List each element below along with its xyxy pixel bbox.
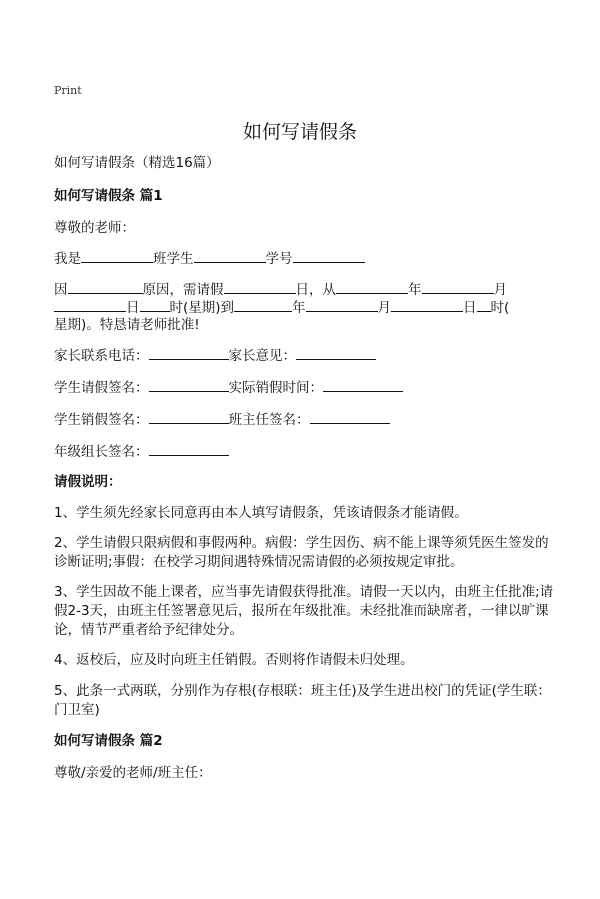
label-me: 我是 — [54, 251, 81, 267]
label-to-hour: 时( — [490, 300, 510, 316]
return-sign-line — [54, 409, 390, 430]
blank-name[interactable] — [81, 248, 153, 263]
label-hour-weekday-to: 时(星期)到 — [169, 300, 235, 316]
blank-from-year[interactable] — [336, 279, 408, 294]
label-day-from: 日，从 — [295, 282, 336, 298]
page-title: 如何写请假条 — [242, 121, 357, 143]
blank-head-teacher-sign[interactable] — [310, 409, 390, 424]
label-reason: 原因，需请假 — [142, 282, 224, 298]
blank-parent-phone[interactable] — [149, 345, 229, 360]
blank-student-sign-leave[interactable] — [149, 377, 229, 392]
student-info-line — [54, 248, 365, 269]
label-class-student: 班学生 — [153, 251, 194, 267]
blank-grade-leader-sign[interactable] — [149, 441, 229, 456]
intro-text: 如何写请假条（精选16篇） — [54, 155, 220, 171]
blank-student-sign-return[interactable] — [149, 409, 229, 424]
section1-heading: 如何写请假条 篇1 — [54, 188, 163, 204]
blank-student-id[interactable] — [293, 248, 365, 263]
note-item-4: 4、返校后，应及时向班主任销假。否则将作请假未归处理。 — [54, 652, 414, 668]
label-year: 年 — [408, 282, 422, 298]
blank-parent-opinion[interactable] — [296, 345, 376, 360]
label-student-sign-return: 学生销假签名： — [54, 412, 149, 428]
label-to-year: 年 — [292, 300, 306, 316]
label-month: 月 — [493, 282, 507, 298]
blank-to-year[interactable] — [234, 297, 292, 312]
label-parent-opinion: 家长意见： — [228, 348, 296, 364]
notes-heading: 请假说明： — [54, 474, 122, 490]
label-student-id: 学号 — [265, 251, 293, 267]
label-day: 日 — [126, 300, 140, 316]
label-head-teacher-sign: 班主任签名： — [228, 412, 310, 428]
section2-greeting: 尊敬/亲爱的老师/班主任： — [54, 765, 212, 781]
leave-sign-line — [54, 377, 403, 398]
grade-leader-line — [54, 441, 229, 462]
label-grade-leader-sign: 年级组长签名： — [54, 444, 149, 460]
note-item-3: 3、学生因故不能上课者，应当事先请假获得批准。请假一天以内，由班主任批准;请假2-3天，由班主任签署意见后，报所在年级批准。未经批准而缺席者，一律以旷课论，情节严重者给予纪律处分。 — [54, 584, 554, 638]
blank-to-day[interactable] — [391, 297, 463, 312]
label-student-sign-leave: 学生请假签名： — [54, 380, 149, 396]
label-to-day: 日 — [463, 300, 477, 316]
label-actual-leave-time: 实际销假时间： — [228, 380, 323, 396]
blank-actual-leave-time[interactable] — [323, 377, 403, 392]
blank-from-hour[interactable] — [140, 297, 170, 312]
section1-greeting: 尊敬的老师： — [54, 220, 135, 236]
section2-heading: 如何写请假条 篇2 — [54, 733, 163, 749]
label-because: 因 — [54, 282, 68, 298]
blank-days[interactable] — [224, 279, 296, 294]
note-item-5: 5、此条一式两联，分别作为存根(存根联：班主任)及学生进出校门的凭证(学生联：门卫室) — [54, 683, 551, 718]
blank-reason[interactable] — [68, 279, 143, 294]
blank-class[interactable] — [194, 248, 266, 263]
note-item-2: 2、学生请假只限病假和事假两种。病假：学生因伤、病不能上课等须凭医生签发的诊断证明;事假：在校学习期间遇特殊情况需请假的必须按规定审批。 — [54, 535, 549, 570]
print-label[interactable]: Print — [54, 84, 82, 97]
approve-line: 星期)。特恳请老师批准! — [54, 317, 200, 333]
blank-to-hour[interactable] — [477, 297, 491, 312]
label-parent-phone: 家长联系电话： — [54, 348, 149, 364]
blank-to-month[interactable] — [306, 297, 378, 312]
parent-contact-line — [54, 345, 376, 366]
note-item-1: 1、学生须先经家长同意再由本人填写请假条，凭该请假条才能请假。 — [54, 505, 468, 521]
blank-from-day[interactable] — [54, 297, 126, 312]
label-to-month: 月 — [377, 300, 392, 316]
blank-from-month[interactable] — [422, 279, 494, 294]
